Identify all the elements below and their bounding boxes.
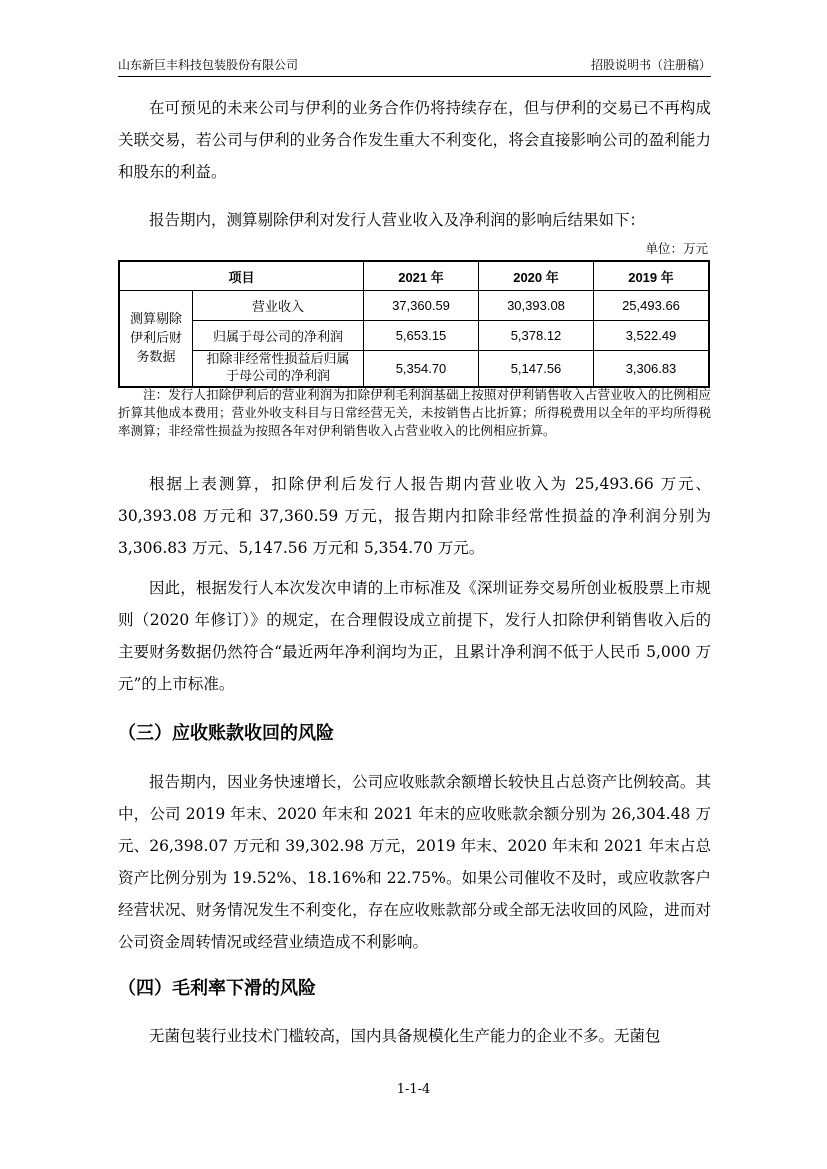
cell-value: 5,147.56	[479, 351, 594, 387]
table-header-row	[119, 261, 709, 291]
page-header	[118, 54, 711, 77]
header-2021-label: 2021 年	[398, 269, 444, 285]
section-heading-receivables-risk: （三）应收账款收回的风险	[118, 723, 334, 744]
header-company: 山东新巨丰科技包装股份有限公司	[118, 58, 299, 72]
row-label: 营业收入	[193, 291, 364, 321]
paragraph-receivables: 报告期内，因业务快速增长，公司应收账款余额增长较快且占总资产比例较高。其中，公司 2019 年末、2020 年末和 2021 年末的应收账款余额分别为 26,304.48 万元、26,398.07 万元和 39,302.98 万元，2019 年末、2020 年末和 2021 年末占总资产比例分别为 19.52%、18.16%和 22.75%。如果公司催收不及时，或应收款客户经营状况、财务情况发生不利变化，存在应收账款部分或全部无法收回的风险，进而对公司资金周转情况或经营业绩造成不利影响。	[118, 773, 711, 951]
header-2020	[479, 261, 594, 291]
cell-value: 37,360.59	[364, 291, 479, 321]
table-row	[119, 291, 709, 321]
cell-value: 5,653.15	[364, 321, 479, 351]
header-2019	[594, 261, 710, 291]
header-item: 项目	[119, 261, 364, 291]
cell-value: 5,378.12	[479, 321, 594, 351]
cell-value: 5,354.70	[364, 351, 479, 387]
row-label: 扣除非经常性损益后归属于母公司的净利润	[193, 351, 364, 387]
table-unit: 单位：万元	[645, 241, 708, 256]
paragraph-calculation-result: 根据上表测算，扣除伊利后发行人报告期内营业收入为 25,493.66 万元、30,393.08 万元和 37,360.59 万元，报告期内扣除非经常性损益的净利润分别为 3,306.83 万元、5,147.56 万元和 5,354.70 万元。	[118, 475, 711, 557]
table-note: 注：发行人扣除伊利后的营业利润为扣除伊利毛利润基础上按照对伊利销售收入占营业收入的比例相应折算其他成本费用；营业外收支科目与日常经营无关，未按销售占比折算；所得税费用以全年的平均所得税率测算；非经常性损益为按照各年对伊利销售收入占营业收入的比例相应折算。	[118, 387, 711, 438]
cell-value: 30,393.08	[479, 291, 594, 321]
paragraph-aseptic-packaging: 无菌包装行业技术门槛较高，国内具备规模化生产能力的企业不多。无菌包	[149, 1027, 661, 1045]
cell-value: 25,493.66	[594, 291, 710, 321]
page-number: 1-1-4	[396, 1082, 431, 1097]
header-2020-label: 2020 年	[513, 269, 559, 285]
row-label: 归属于母公司的净利润	[193, 321, 364, 351]
table-row	[119, 351, 709, 387]
header-2021	[364, 261, 479, 291]
section-heading-gross-margin-risk: （四）毛利率下滑的风险	[118, 978, 316, 999]
cell-value: 3,306.83	[594, 351, 710, 387]
paragraph-listing-standard: 因此，根据发行人本次发次申请的上市标准及《深圳证券交易所创业板股票上市规则（2020 年修订）》的规定，在合理假设成立前提下，发行人扣除伊利销售收入后的主要财务数据仍然符合“最近两年净利润均为正，且累计净利润不低于人民币 5,000 万元”的上市标准。	[118, 579, 711, 693]
paragraph-table-intro: 报告期内，测算剔除伊利对发行人营业收入及净利润的影响后结果如下：	[149, 211, 646, 229]
cell-value: 3,522.49	[594, 321, 710, 351]
header-doc-type: 招股说明书（注册稿）	[590, 58, 711, 72]
group-label: 测算剔除伊利后财务数据	[119, 291, 193, 387]
financial-table	[118, 260, 710, 388]
paragraph-yili-cooperation: 在可预见的未来公司与伊利的业务合作仍将持续存在，但与伊利的交易已不再构成关联交易，若公司与伊利的业务合作发生重大不利变化，将会直接影响公司的盈利能力和股东的利益。	[118, 99, 711, 181]
table-row	[119, 321, 709, 351]
header-2019-label: 2019 年	[628, 269, 674, 285]
